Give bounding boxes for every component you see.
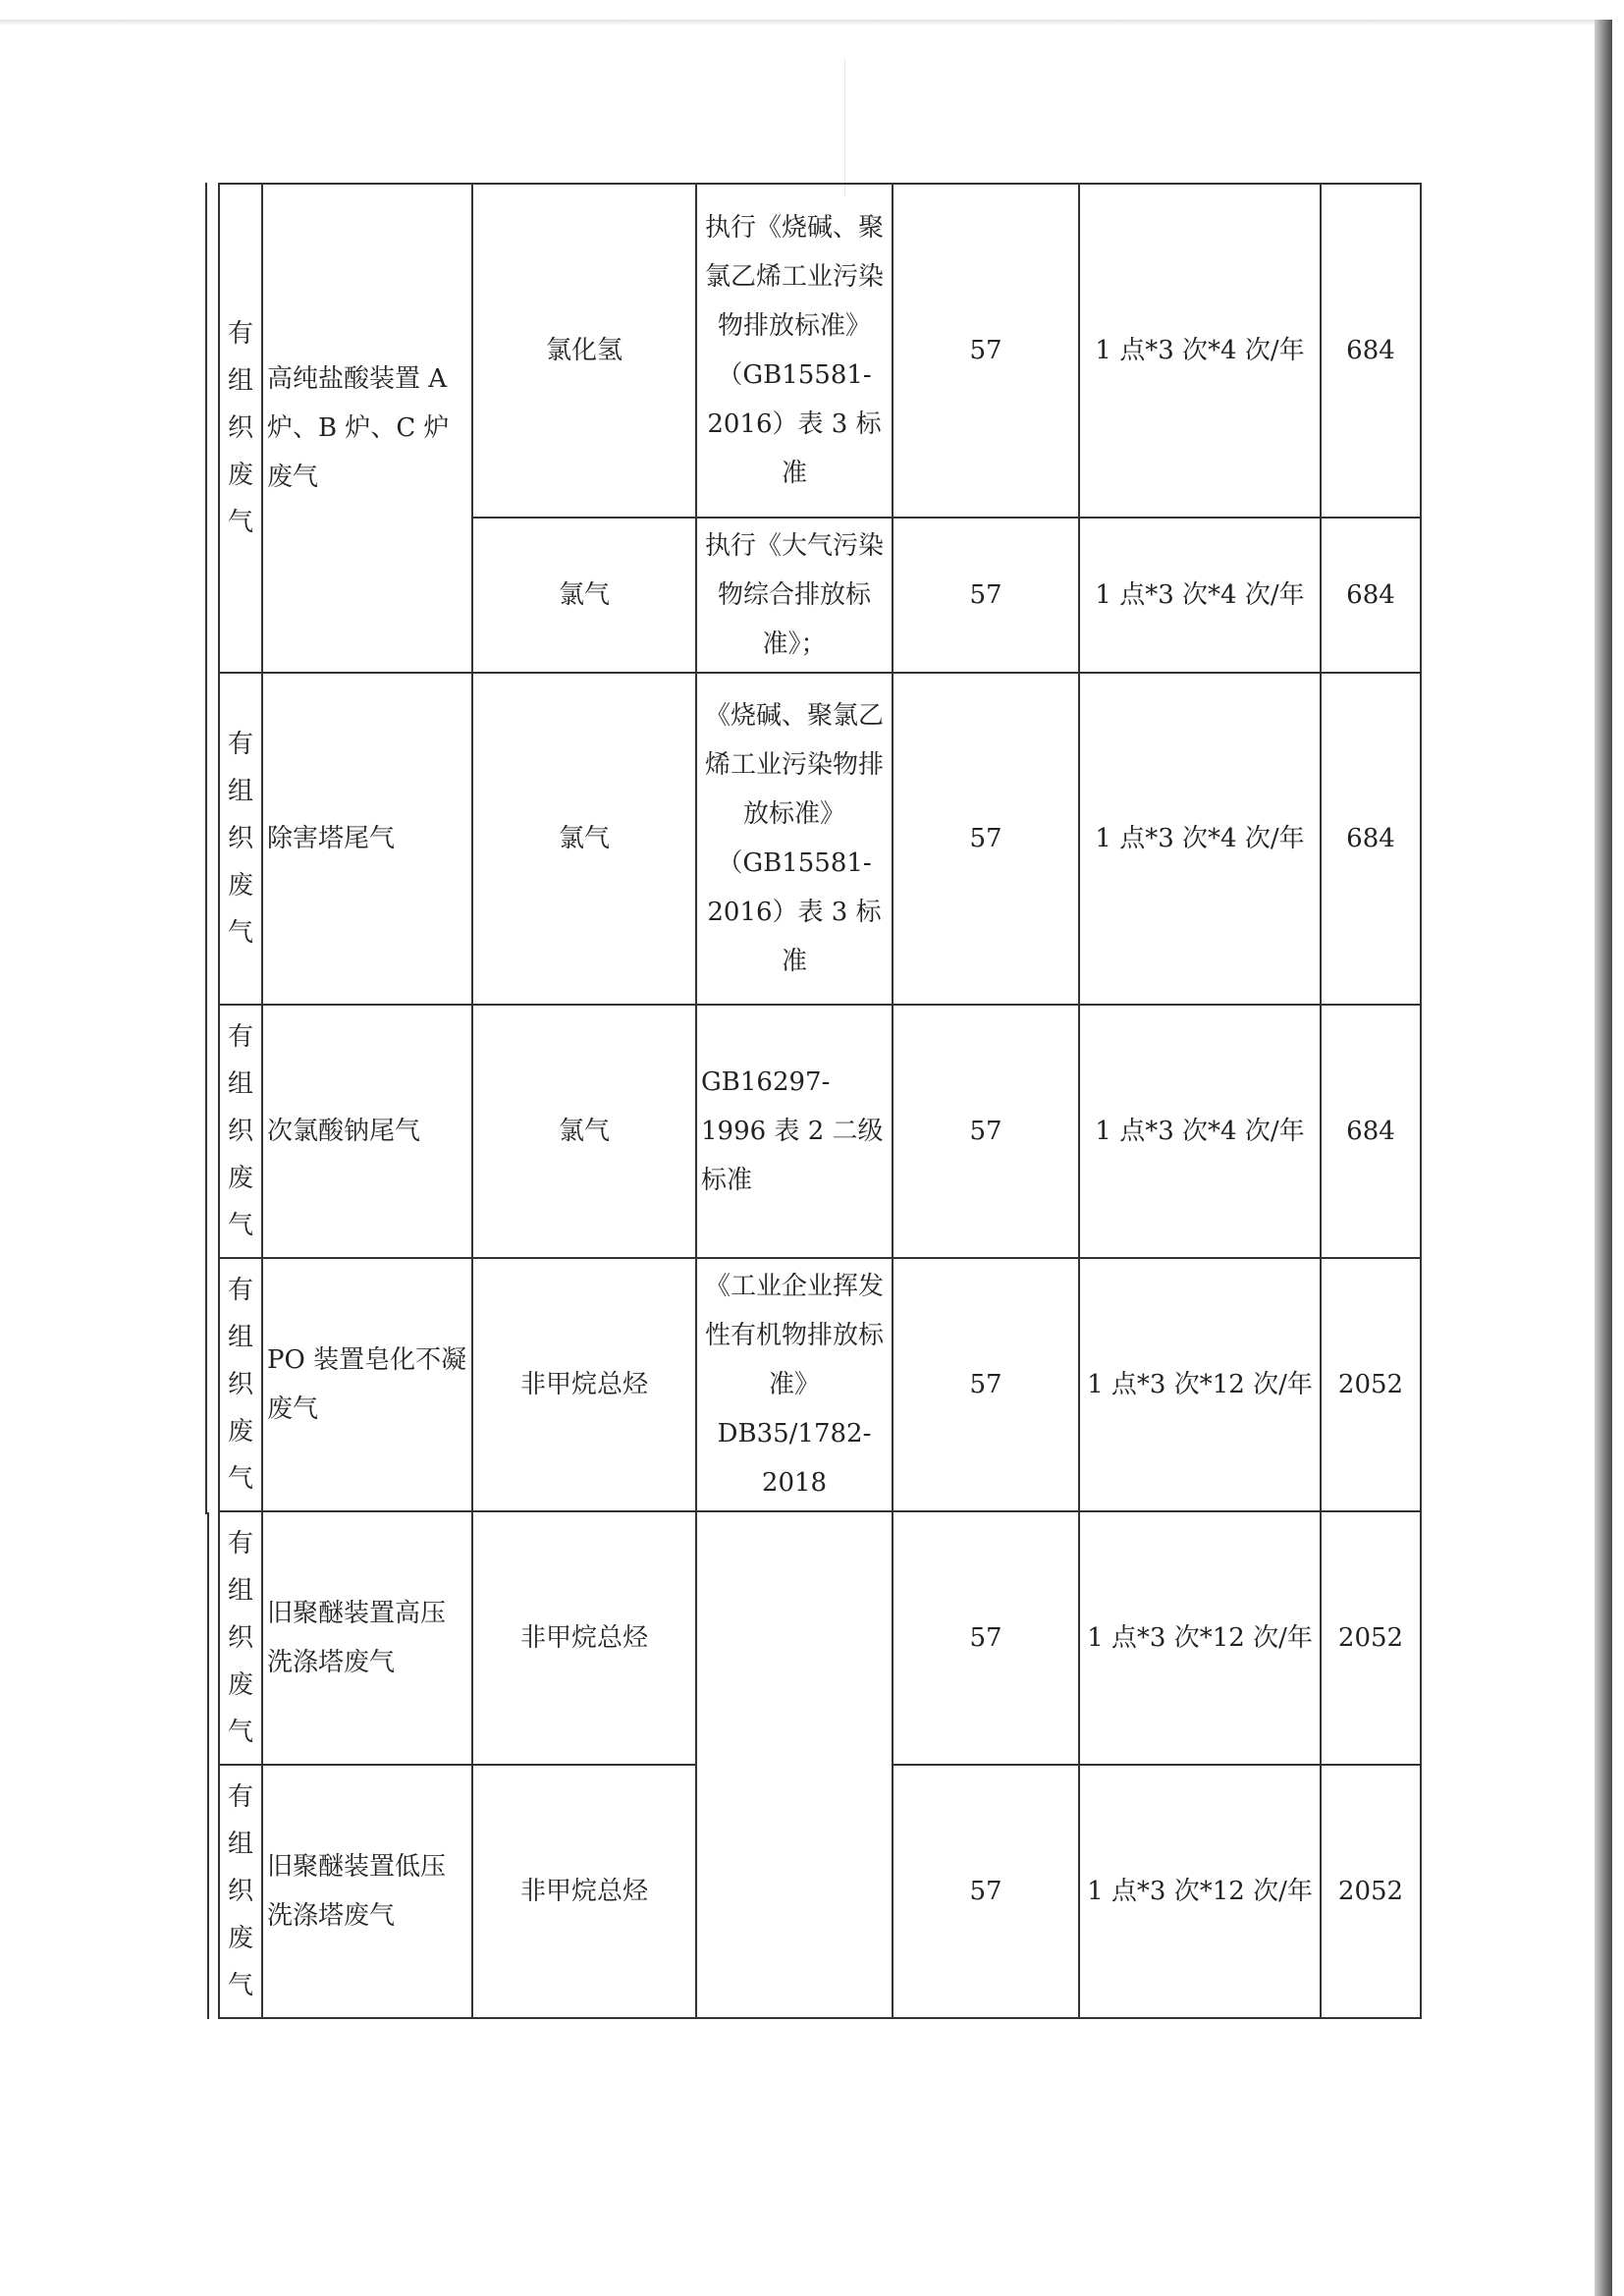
category-char: 废 [227, 461, 253, 490]
category-char: 有 [227, 1782, 253, 1812]
category-char: 气 [227, 1971, 253, 2000]
table-row [219, 1258, 1421, 1511]
table-row [219, 1511, 1421, 1765]
pollutant-cell: 非甲烷总烃 [472, 1765, 696, 2018]
category-char: 织 [227, 1623, 253, 1653]
source-cell: 除害塔尾气 [262, 673, 472, 1005]
category-char: 组 [227, 777, 253, 806]
category-char: 织 [227, 1877, 253, 1906]
category-cell [219, 673, 262, 1005]
frequency-cell: 1 点*3 次*12 次/年 [1079, 1258, 1321, 1511]
category-cell [219, 1258, 262, 1511]
table-left-border-lower [207, 1512, 209, 2019]
scan-right-edge [1595, 20, 1612, 2296]
pollutant-cell: 非甲烷总烃 [472, 1511, 696, 1765]
standard-cell: 《工业企业挥发性有机物排放标准》DB35/1782-2018 [696, 1258, 893, 1511]
table-row [219, 1005, 1421, 1258]
category-char: 有 [227, 319, 253, 349]
category-char: 废 [227, 1417, 253, 1447]
frequency-cell: 1 点*3 次*4 次/年 [1079, 1005, 1321, 1258]
category-char: 有 [227, 730, 253, 759]
frequency-cell: 1 点*3 次*4 次/年 [1079, 673, 1321, 1005]
standard-cell: 执行《烧碱、聚氯乙烯工业污染物排放标准》（GB15581-2016）表 3 标准 [696, 184, 893, 518]
total-cell: 684 [1321, 518, 1421, 673]
scan-artifact [844, 59, 845, 196]
category-cell [219, 1511, 262, 1765]
count-cell: 57 [893, 1005, 1079, 1258]
standard-cell: 《烧碱、聚氯乙烯工业污染物排放标准》（GB15581-2016）表 3 标准 [696, 673, 893, 1005]
standard-cell: 执行《大气污染物综合排放标准》； [696, 518, 893, 673]
category-char: 气 [227, 1718, 253, 1747]
count-cell: 57 [893, 1511, 1079, 1765]
pollutant-cell: 氯气 [472, 673, 696, 1005]
frequency-cell: 1 点*3 次*4 次/年 [1079, 518, 1321, 673]
total-cell: 684 [1321, 673, 1421, 1005]
source-cell: 次氯酸钠尾气 [262, 1005, 472, 1258]
category-char: 废 [227, 871, 253, 901]
category-char: 组 [227, 1830, 253, 1859]
frequency-cell: 1 点*3 次*12 次/年 [1079, 1765, 1321, 2018]
pollutant-cell: 氯化氢 [472, 184, 696, 518]
count-cell: 57 [893, 1258, 1079, 1511]
standard-cell-merged [696, 1511, 893, 2018]
category-char: 织 [227, 824, 253, 853]
table-left-border-upper [205, 183, 207, 1514]
category-char: 有 [227, 1276, 253, 1305]
category-char: 废 [227, 1670, 253, 1700]
category-cell [219, 184, 262, 673]
total-cell: 2052 [1321, 1765, 1421, 2018]
source-cell: PO 装置皂化不凝废气 [262, 1258, 472, 1511]
source-cell: 高纯盐酸装置 A 炉、B 炉、C 炉废气 [262, 184, 472, 673]
category-char: 气 [227, 1464, 253, 1494]
category-char: 组 [227, 1576, 253, 1606]
category-char: 织 [227, 1117, 253, 1146]
category-cell [219, 1005, 262, 1258]
scan-top-edge [0, 20, 1600, 26]
category-char: 气 [227, 918, 253, 948]
pollutant-cell: 氯气 [472, 518, 696, 673]
count-cell: 57 [893, 184, 1079, 518]
category-char: 织 [227, 413, 253, 443]
category-char: 组 [227, 366, 253, 396]
category-char: 气 [227, 508, 253, 537]
category-char: 织 [227, 1370, 253, 1399]
category-char: 组 [227, 1069, 253, 1099]
category-char: 组 [227, 1323, 253, 1352]
frequency-cell: 1 点*3 次*12 次/年 [1079, 1511, 1321, 1765]
count-cell: 57 [893, 673, 1079, 1005]
total-cell: 684 [1321, 184, 1421, 518]
table-row [219, 673, 1421, 1005]
category-char: 废 [227, 1924, 253, 1953]
pollutant-cell: 氯气 [472, 1005, 696, 1258]
count-cell: 57 [893, 518, 1079, 673]
category-char: 有 [227, 1022, 253, 1052]
standard-cell: GB16297-1996 表 2 二级标准 [696, 1005, 893, 1258]
source-cell: 旧聚醚装置低压洗涤塔废气 [262, 1765, 472, 2018]
category-char: 有 [227, 1529, 253, 1558]
frequency-cell: 1 点*3 次*4 次/年 [1079, 184, 1321, 518]
source-cell: 旧聚醚装置高压洗涤塔废气 [262, 1511, 472, 1765]
category-char: 废 [227, 1164, 253, 1193]
total-cell: 2052 [1321, 1511, 1421, 1765]
count-cell: 57 [893, 1765, 1079, 2018]
total-cell: 2052 [1321, 1258, 1421, 1511]
pollutant-cell: 非甲烷总烃 [472, 1258, 696, 1511]
monitoring-table [218, 183, 1422, 2019]
category-cell [219, 1765, 262, 2018]
total-cell: 684 [1321, 1005, 1421, 1258]
table-row [219, 184, 1421, 518]
category-char: 气 [227, 1211, 253, 1240]
